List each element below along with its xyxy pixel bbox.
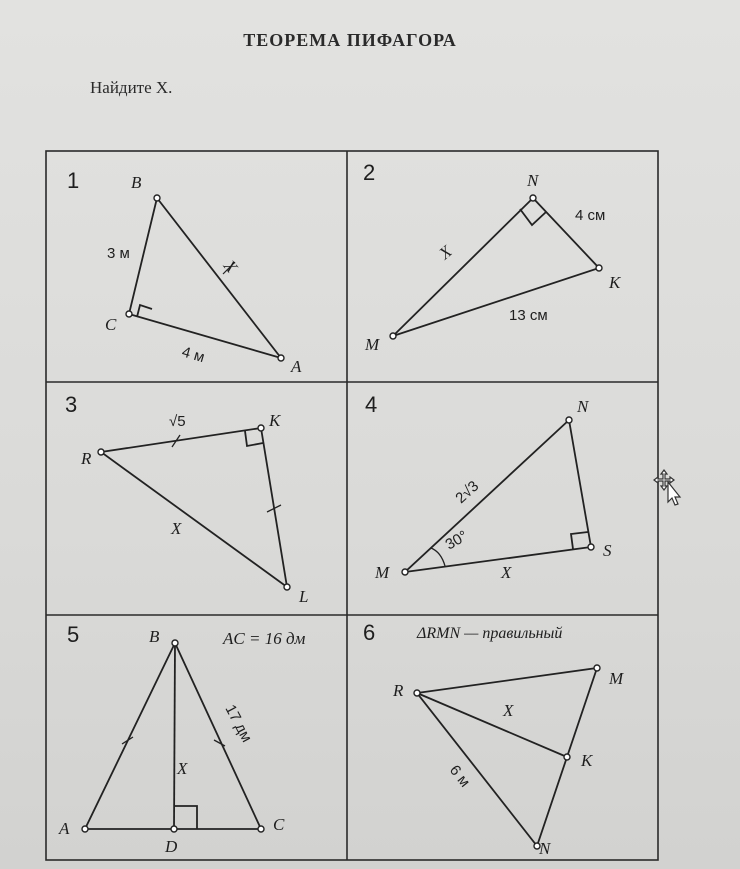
- vertex-label: K: [581, 751, 593, 770]
- vertex-label: K: [609, 273, 621, 292]
- problem-number: 3: [65, 392, 78, 417]
- problem-6: [363, 620, 624, 858]
- vertex-label: N: [577, 397, 589, 416]
- problem-number: 5: [67, 622, 80, 647]
- side-length: 2√3: [452, 477, 483, 507]
- unknown-side: X: [503, 701, 514, 720]
- side-length: √5: [169, 413, 186, 430]
- vertex-label: C: [273, 815, 285, 834]
- problem-number: 6: [363, 620, 376, 645]
- side-length: 4 см: [575, 207, 606, 224]
- vertex-label: S: [603, 541, 612, 560]
- problems-grid: [45, 150, 660, 862]
- problem-5: [58, 622, 306, 856]
- vertex-label: C: [105, 315, 117, 334]
- vertex-label: K: [269, 411, 281, 430]
- vertex-label: B: [131, 173, 142, 192]
- problem-number: 1: [67, 168, 80, 193]
- unknown-side: X: [219, 256, 242, 277]
- instruction-text: Найдите X.: [90, 78, 173, 97]
- vertex-label: M: [609, 669, 624, 688]
- vertex-label: D: [165, 837, 178, 856]
- side-length: 17 дм: [221, 701, 256, 746]
- vertex-label: M: [365, 335, 380, 354]
- vertex-label: M: [375, 563, 390, 582]
- angle-label: 30°: [442, 527, 471, 554]
- page-title: ТЕОРЕМА ПИФАГОРА: [243, 30, 457, 50]
- problem-2: [363, 160, 622, 354]
- side-length: 3 м: [107, 245, 130, 262]
- unknown-side: X: [435, 241, 456, 264]
- problem-number: 4: [365, 392, 378, 417]
- side-length: 6 м: [445, 761, 474, 791]
- side-length: 13 см: [509, 307, 548, 324]
- move-cursor-icon: [652, 468, 686, 508]
- given-condition: ΔRMN — правильный: [417, 625, 563, 642]
- vertex-label: L: [299, 587, 309, 606]
- problem-number: 2: [363, 160, 376, 185]
- unknown-side: X: [177, 759, 188, 778]
- problem-4: [365, 392, 612, 582]
- unknown-side: X: [501, 563, 512, 582]
- vertex-label: A: [291, 357, 302, 376]
- vertex-label: N: [527, 171, 539, 190]
- vertex-label: N: [539, 839, 551, 858]
- vertex-label: R: [393, 681, 404, 700]
- problem-3: [65, 392, 308, 606]
- given-condition: AC = 16 дм: [223, 629, 306, 648]
- problem-1: [67, 168, 302, 376]
- vertex-label: B: [149, 627, 160, 646]
- side-length: 4 м: [179, 343, 207, 367]
- vertex-label: R: [81, 449, 92, 468]
- unknown-side: X: [171, 519, 182, 538]
- vertex-label: A: [59, 819, 70, 838]
